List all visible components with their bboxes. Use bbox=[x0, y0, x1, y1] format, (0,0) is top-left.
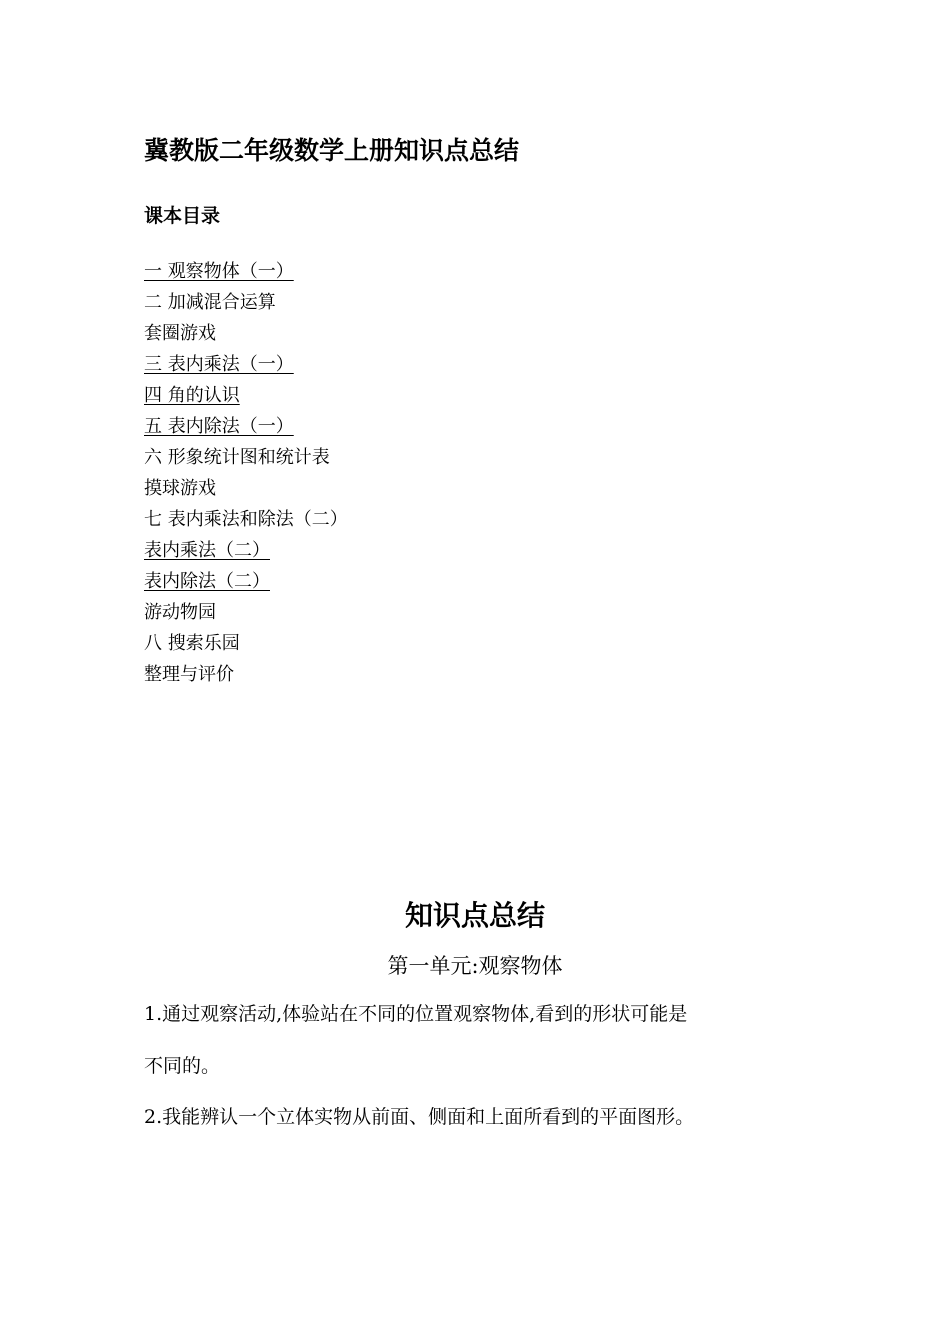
toc-item-ring-toss bbox=[144, 318, 348, 349]
toc-item-unit-4[interactable] bbox=[144, 380, 348, 411]
toc-item-unit-7 bbox=[144, 504, 348, 535]
toc-label: 七 表内乘法和除法（二） bbox=[144, 509, 348, 530]
toc-item-unit-3[interactable] bbox=[144, 349, 348, 380]
toc-heading: 课本目录 bbox=[144, 205, 221, 227]
unit-title: 第一单元:观察物体 bbox=[387, 954, 563, 978]
toc-link-label[interactable]: 表内除法（二） bbox=[144, 571, 270, 592]
toc-label: 六 形象统计图和统计表 bbox=[144, 447, 330, 468]
toc-item-unit-1[interactable] bbox=[144, 256, 348, 287]
toc-item-unit-6 bbox=[144, 442, 348, 473]
toc-label: 套圈游戏 bbox=[144, 323, 216, 344]
toc-item-unit-8 bbox=[144, 628, 348, 659]
toc-item-division-2[interactable] bbox=[144, 566, 348, 597]
toc-item-unit-5[interactable] bbox=[144, 411, 348, 442]
toc-label: 八 搜索乐园 bbox=[144, 633, 240, 654]
section-title: 知识点总结 bbox=[404, 899, 545, 932]
table-of-contents bbox=[144, 256, 348, 690]
paragraph-2: 2.我能辨认一个立体实物从前面、侧面和上面所看到的平面图形。 bbox=[144, 1106, 695, 1128]
toc-item-review bbox=[144, 659, 348, 690]
toc-link-label[interactable]: 三 表内乘法（一） bbox=[144, 354, 294, 375]
toc-link-label[interactable]: 表内乘法（二） bbox=[144, 540, 270, 561]
toc-link-label[interactable]: 四 角的认识 bbox=[144, 385, 240, 406]
paragraph-1-line-1: 1.通过观察活动,体验站在不同的位置观察物体,看到的形状可能是 bbox=[144, 1003, 688, 1025]
toc-item-multiplication-2[interactable] bbox=[144, 535, 348, 566]
toc-label: 摸球游戏 bbox=[144, 478, 216, 499]
toc-item-unit-2 bbox=[144, 287, 348, 318]
toc-label: 二 加减混合运算 bbox=[144, 292, 276, 313]
paragraph-1-line-2: 不同的。 bbox=[144, 1055, 221, 1077]
toc-link-label[interactable]: 一 观察物体（一） bbox=[144, 261, 294, 282]
toc-item-ball-game bbox=[144, 473, 348, 504]
toc-label: 游动物园 bbox=[144, 602, 216, 623]
toc-link-label[interactable]: 五 表内除法（一） bbox=[144, 416, 294, 437]
page-title: 冀教版二年级数学上册知识点总结 bbox=[144, 136, 520, 165]
toc-item-zoo-tour bbox=[144, 597, 348, 628]
toc-label: 整理与评价 bbox=[144, 664, 234, 685]
